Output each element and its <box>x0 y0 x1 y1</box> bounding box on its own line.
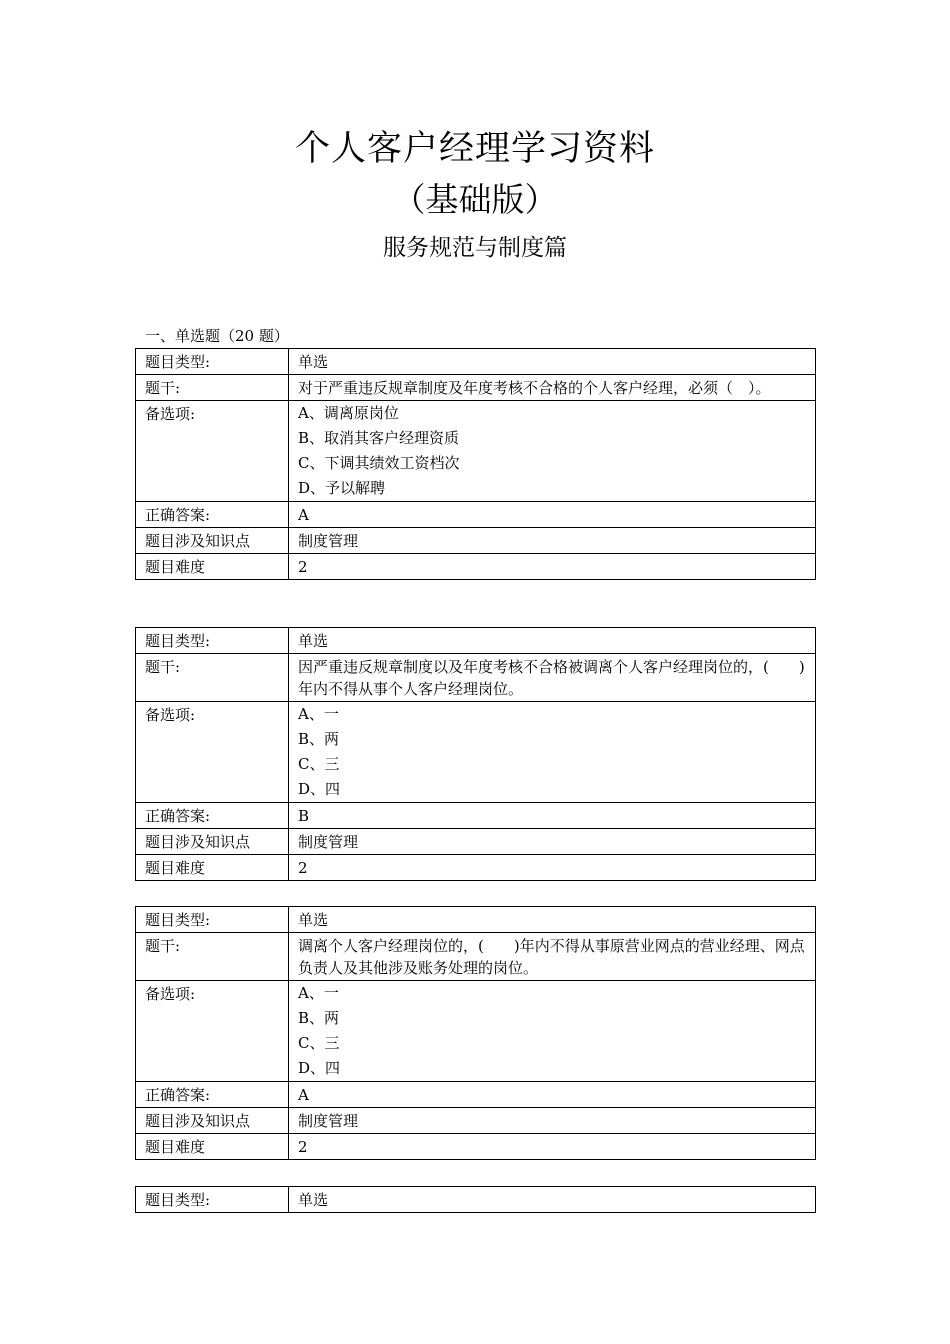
value-answer: A <box>289 1082 816 1108</box>
row-answer <box>136 1082 816 1108</box>
option-c: C、三 <box>298 755 340 773</box>
option-a: A、一 <box>298 984 339 1002</box>
row-question-type <box>136 1187 816 1213</box>
options-list <box>289 702 816 803</box>
row-question-stem <box>136 933 816 981</box>
question-table-2 <box>135 627 816 881</box>
label-answer: 正确答案: <box>136 1082 289 1108</box>
question-table-4 <box>135 1186 816 1213</box>
section-heading: 一、单选题（20 题） <box>145 327 289 345</box>
label-options: 备选项: <box>136 981 289 1082</box>
value-answer: B <box>289 803 816 829</box>
value-knowledge: 制度管理 <box>289 829 816 855</box>
value-question-stem: 因严重违反规章制度以及年度考核不合格被调离个人客户经理岗位的，( )年内不得从事个人客户经理岗位。 <box>289 654 816 702</box>
label-answer: 正确答案: <box>136 502 289 528</box>
label-question-stem: 题干: <box>136 375 289 401</box>
label-knowledge: 题目涉及知识点 <box>136 829 289 855</box>
label-question-type: 题目类型: <box>136 628 289 654</box>
row-difficulty <box>136 855 816 881</box>
label-answer: 正确答案: <box>136 803 289 829</box>
value-question-type: 单选 <box>289 349 816 375</box>
document-subtitle: （基础版） <box>392 180 558 219</box>
option-d: D、四 <box>298 1059 341 1077</box>
row-answer <box>136 502 816 528</box>
label-question-type: 题目类型: <box>136 1187 289 1213</box>
question-table-1 <box>135 348 816 580</box>
value-difficulty: 2 <box>289 855 816 881</box>
row-difficulty <box>136 554 816 580</box>
value-question-type: 单选 <box>289 1187 816 1213</box>
options-list <box>289 981 816 1082</box>
row-answer <box>136 803 816 829</box>
question-table-3 <box>135 906 816 1160</box>
label-difficulty: 题目难度 <box>136 1134 289 1160</box>
label-difficulty: 题目难度 <box>136 855 289 881</box>
value-difficulty: 2 <box>289 554 816 580</box>
row-options <box>136 702 816 803</box>
option-a: A、调离原岗位 <box>298 404 399 422</box>
document-part-title: 服务规范与制度篇 <box>383 235 567 261</box>
value-question-stem: 调离个人客户经理岗位的，( )年内不得从事原营业网点的营业经理、网点负责人及其他涉及账务处理的岗位。 <box>289 933 816 981</box>
row-question-type <box>136 907 816 933</box>
row-question-stem <box>136 654 816 702</box>
label-question-stem: 题干: <box>136 654 289 702</box>
value-question-stem: 对于严重违反规章制度及年度考核不合格的个人客户经理，必须（ ）。 <box>289 375 816 401</box>
label-knowledge: 题目涉及知识点 <box>136 1108 289 1134</box>
value-question-type: 单选 <box>289 628 816 654</box>
row-options <box>136 401 816 502</box>
label-difficulty: 题目难度 <box>136 554 289 580</box>
label-options: 备选项: <box>136 702 289 803</box>
option-c: C、三 <box>298 1034 340 1052</box>
option-d: D、四 <box>298 780 341 798</box>
row-options <box>136 981 816 1082</box>
value-answer: A <box>289 502 816 528</box>
options-list <box>289 401 816 502</box>
option-b: B、取消其客户经理资质 <box>298 429 460 447</box>
value-difficulty: 2 <box>289 1134 816 1160</box>
option-a: A、一 <box>298 705 339 723</box>
row-knowledge <box>136 829 816 855</box>
label-knowledge: 题目涉及知识点 <box>136 528 289 554</box>
row-knowledge <box>136 1108 816 1134</box>
option-b: B、两 <box>298 730 340 748</box>
option-c: C、下调其绩效工资档次 <box>298 454 460 472</box>
row-question-type <box>136 349 816 375</box>
document-title: 个人客户经理学习资料 <box>294 129 655 169</box>
row-knowledge <box>136 528 816 554</box>
value-knowledge: 制度管理 <box>289 1108 816 1134</box>
label-question-type: 题目类型: <box>136 907 289 933</box>
label-options: 备选项: <box>136 401 289 502</box>
label-question-stem: 题干: <box>136 933 289 981</box>
value-knowledge: 制度管理 <box>289 528 816 554</box>
option-b: B、两 <box>298 1009 340 1027</box>
value-question-type: 单选 <box>289 907 816 933</box>
row-question-type <box>136 628 816 654</box>
option-d: D、予以解聘 <box>298 479 386 497</box>
row-question-stem <box>136 375 816 401</box>
label-question-type: 题目类型: <box>136 349 289 375</box>
row-difficulty <box>136 1134 816 1160</box>
